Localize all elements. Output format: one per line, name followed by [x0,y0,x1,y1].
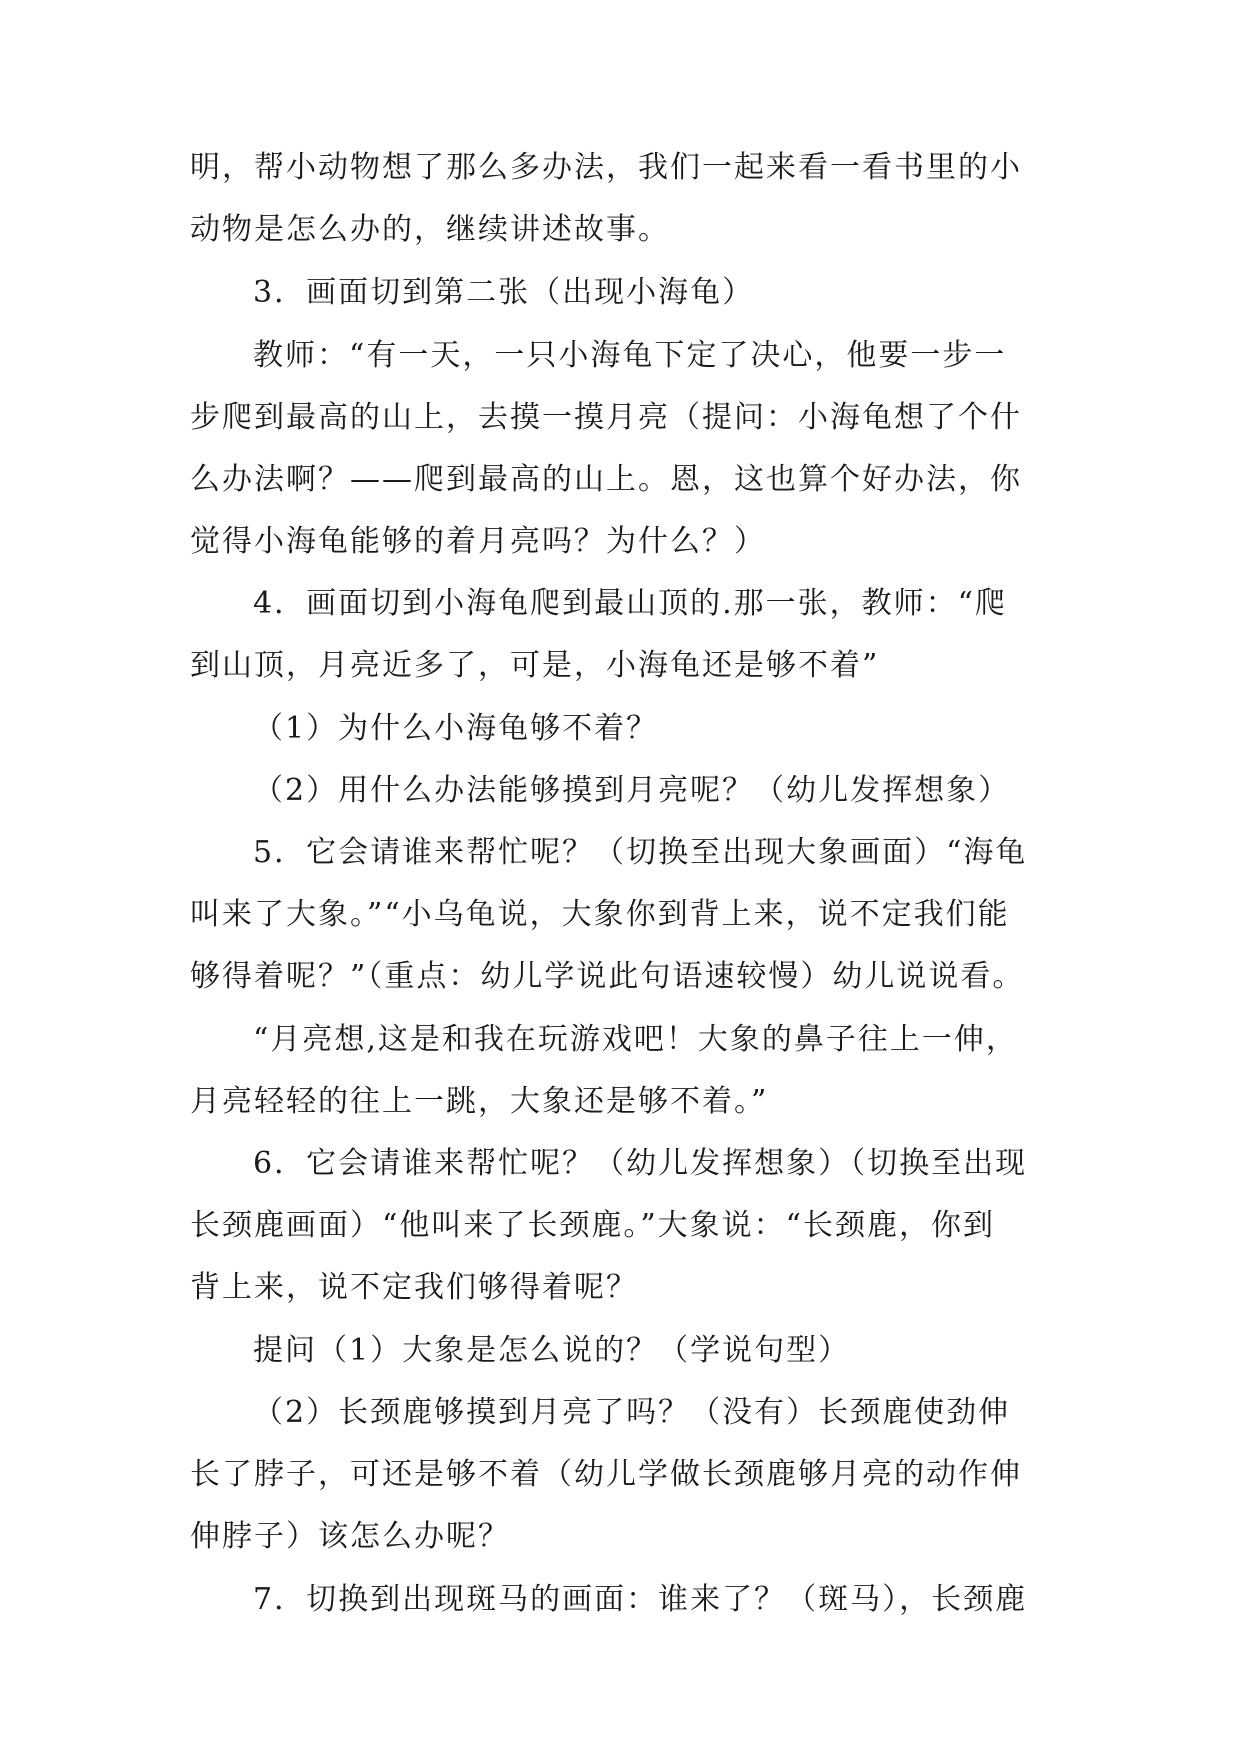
text-line: 月亮轻轻的往上一跳，大象还是够不着。” [190,1084,769,1119]
text-line: 背上来，说不定我们够得着呢？ [190,1270,638,1305]
text-line: 6．它会请谁来帮忙呢？（幼儿发挥想象）（切换至出现 [253,1146,1028,1181]
text-line: （1）为什么小海龟够不着？ [253,711,659,746]
text-line: 到山顶，月亮近多了，可是，小海龟还是够不着” [190,648,880,683]
text-line: 明，帮小动物想了那么多办法，我们一起来看一看书里的小 [190,150,1022,185]
text-line: “月亮想,这是和我在玩游戏吧！大象的鼻子往上一伸， [253,1022,1018,1057]
text-line: （2）用什么办法能够摸到月亮呢？（幼儿发挥想象） [253,773,1011,808]
text-line: 7．切换到出现斑马的画面：谁来了？（斑马），长颈鹿 [253,1582,1028,1617]
text-line: 教师：“有一天，一只小海龟下定了决心，他要一步一 [253,338,1007,373]
text-line: 伸脖子）该怎么办呢？ [190,1519,510,1554]
text-line: 么办法啊？——爬到最高的山上。恩，这也算个好办法，你 [190,462,1022,497]
text-line: 步爬到最高的山上，去摸一摸月亮（提问：小海龟想了个什 [190,400,1022,435]
text-line: 长了脖子，可还是够不着（幼儿学做长颈鹿够月亮的动作伸 [190,1457,1022,1492]
text-line: 够得着呢？”（重点：幼儿学说此句语速较慢）幼儿说说看。 [190,959,1025,994]
text-line: 觉得小海龟能够的着月亮吗？为什么？） [190,524,766,559]
text-line: 3．画面切到第二张（出现小海龟） [253,275,755,310]
text-line: 长颈鹿画面）“他叫来了长颈鹿。”大象说：“长颈鹿，你到 [190,1208,996,1243]
text-line: 提问（1）大象是怎么说的？（学说句型） [253,1333,851,1368]
text-line: 4．画面切到小海龟爬到最山顶的.那一张，教师：“爬 [253,586,1007,621]
text-line: （2）长颈鹿够摸到月亮了吗？（没有）长颈鹿使劲伸 [253,1395,1011,1430]
text-line: 叫来了大象。”“小乌龟说，大象你到背上来，说不定我们能 [190,897,1010,932]
text-line: 5．它会请谁来帮忙呢？（切换至出现大象画面）“海龟 [253,835,1028,870]
text-line: 动物是怎么办的，继续讲述故事。 [190,212,670,247]
